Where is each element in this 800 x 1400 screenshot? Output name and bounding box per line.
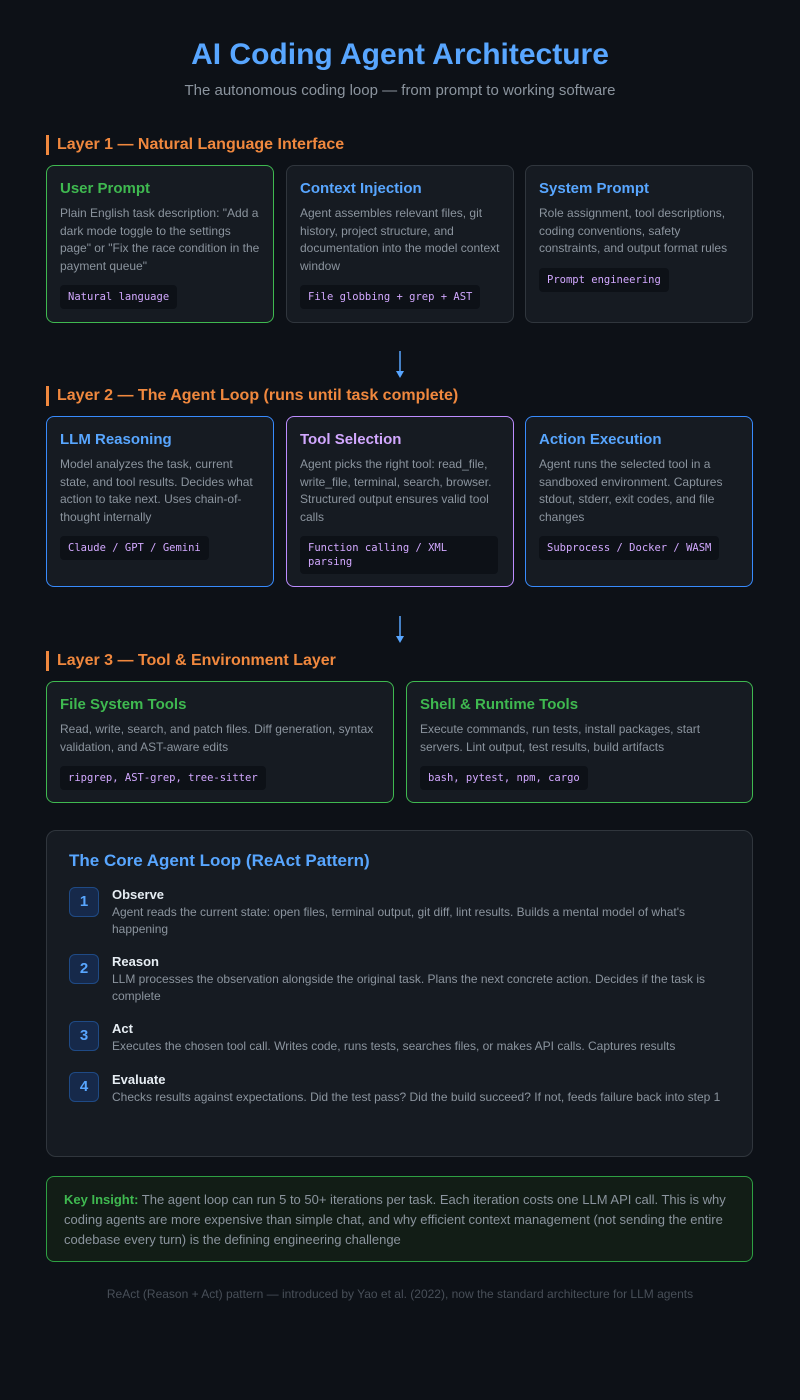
- page-subtitle: The autonomous coding loop — from prompt to working software: [184, 82, 616, 99]
- card-title: System Prompt: [539, 180, 650, 197]
- card-tag: Natural language: [60, 285, 177, 309]
- step-title: Observe: [112, 887, 165, 902]
- card-shell-runtime-tools: [406, 681, 753, 803]
- card-tag: Subprocess / Docker / WASM: [539, 536, 719, 560]
- card-title: LLM Reasoning: [60, 431, 172, 448]
- page-title: AI Coding Agent Architecture: [191, 38, 609, 71]
- card-description: Read, write, search, and patch files. Diff generation, syntax validation, and AST-aware edits: [60, 722, 374, 754]
- card-tag: File globbing + grep + AST: [300, 285, 480, 309]
- card-description: Model analyzes the task, current state, and tool results. Decides what action to take next. Uses chain-of-thought internally: [60, 457, 253, 524]
- card-system-prompt: [525, 165, 753, 323]
- card-description: Agent runs the selected tool in a sandboxed environment. Captures stdout, stderr, exit codes, and file changes: [539, 457, 723, 524]
- card-description: Plain English task description: "Add a dark mode toggle to the settings page" or "Fix the race condition in the payment queue": [60, 206, 260, 273]
- card-description: Agent assembles relevant files, git history, project structure, and documentation into the model context window: [300, 206, 500, 273]
- down-arrow-icon: [392, 351, 408, 379]
- step-number: 2: [69, 954, 99, 984]
- card-title: File System Tools: [60, 696, 187, 713]
- card-tag: Claude / GPT / Gemini: [60, 536, 209, 560]
- key-insight-box: [46, 1176, 753, 1262]
- card-context-injection: [286, 165, 514, 323]
- core-loop-title: The Core Agent Loop (ReAct Pattern): [69, 851, 370, 870]
- step-description: LLM processes the observation alongside the original task. Plans the next concrete action. Decides if the task is complete: [112, 972, 705, 1003]
- step-description: Checks results against expectations. Did the test pass? Did the build succeed? If not, feeds failure back into step 1: [112, 1090, 721, 1104]
- card-title: User Prompt: [60, 180, 151, 197]
- layer-2-heading: Layer 2 — The Agent Loop (runs until task complete): [46, 386, 458, 406]
- layer-1-heading: Layer 1 — Natural Language Interface: [46, 135, 344, 155]
- card-tag: Prompt engineering: [539, 268, 669, 292]
- card-llm-reasoning: [46, 416, 274, 587]
- card-action-execution: [525, 416, 753, 587]
- card-title: Context Injection: [300, 180, 422, 197]
- card-description: Role assignment, tool descriptions, coding conventions, safety constraints, and output format rules: [539, 206, 728, 255]
- card-user-prompt: [46, 165, 274, 323]
- card-title: Action Execution: [539, 431, 662, 448]
- layer-3-heading: Layer 3 — Tool & Environment Layer: [46, 651, 336, 671]
- card-tag: ripgrep, AST-grep, tree-sitter: [60, 766, 266, 790]
- card-title: Tool Selection: [300, 431, 402, 448]
- step-number: 1: [69, 887, 99, 917]
- step-title: Evaluate: [112, 1072, 166, 1087]
- step-number: 3: [69, 1021, 99, 1051]
- step-title: Act: [112, 1021, 133, 1036]
- step-description: Agent reads the current state: open files, terminal output, git diff, lint results. Builds a mental model of what's happening: [112, 905, 686, 936]
- step-description: Executes the chosen tool call. Writes code, runs tests, searches files, or makes API calls. Captures results: [112, 1039, 676, 1053]
- card-file-system-tools: [46, 681, 394, 803]
- card-title: Shell & Runtime Tools: [420, 696, 579, 713]
- down-arrow-icon: [392, 616, 408, 644]
- card-description: Execute commands, run tests, install packages, start servers. Lint output, test results, build artifacts: [420, 722, 701, 754]
- step-number: 4: [69, 1072, 99, 1102]
- step-title: Reason: [112, 954, 159, 969]
- card-description: Agent picks the right tool: read_file, write_file, terminal, search, browser. Structured output ensures valid tool calls: [300, 457, 492, 524]
- card-tool-selection: [286, 416, 514, 587]
- core-loop-panel: [46, 830, 753, 1157]
- card-tag: bash, pytest, npm, cargo: [420, 766, 588, 790]
- footer-note: ReAct (Reason + Act) pattern — introduced by Yao et al. (2022), now the standard architecture for LLM agents: [106, 1287, 694, 1301]
- key-insight-text: The agent loop can run 5 to 50+ iterations per task. Each iteration costs one LLM API call. This is why coding agents are more expensive than simple chat, and why efficient context management (not sending the entire codebase every turn) is the defining engineering challenge: [64, 1192, 726, 1247]
- key-insight-label: Key Insight:: [64, 1192, 139, 1207]
- card-tag: Function calling / XML parsing: [300, 536, 498, 574]
